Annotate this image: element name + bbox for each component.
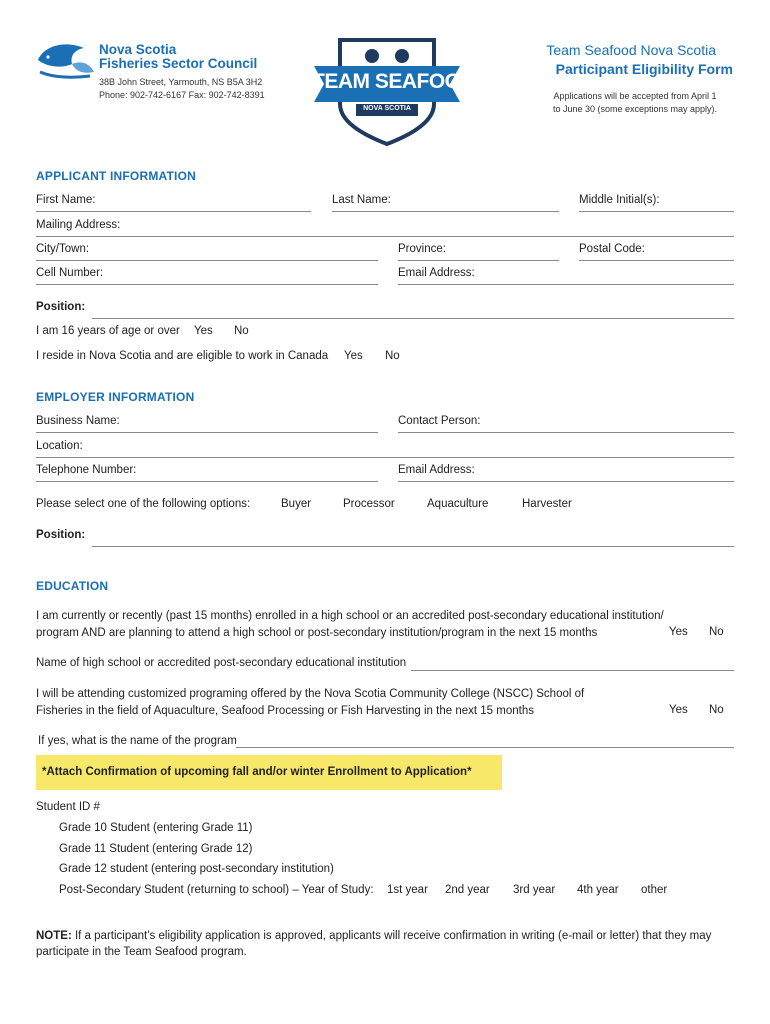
telephone-field[interactable] — [36, 481, 378, 482]
attach-confirmation-note: *Attach Confirmation of upcoming fall and/or winter Enrollment to Application* — [42, 766, 472, 778]
residency-yes-option[interactable]: Yes — [344, 350, 363, 362]
option-harvester[interactable]: Harvester — [522, 498, 572, 510]
contact-person-label: Contact Person: — [398, 415, 481, 427]
contact-person-field[interactable] — [398, 432, 734, 433]
enrolled-no-option[interactable]: No — [709, 626, 724, 638]
option-buyer[interactable]: Buyer — [281, 498, 312, 510]
grade-11-option[interactable]: Grade 11 Student (entering Grade 12) — [59, 843, 253, 855]
postal-code-field[interactable] — [579, 260, 734, 261]
last-name-field[interactable] — [332, 211, 559, 212]
team-seafood-badge — [312, 26, 476, 148]
business-name-label: Business Name: — [36, 415, 120, 427]
employer-section-heading: EMPLOYER INFORMATION — [36, 390, 195, 404]
school-name-label: Name of high school or accredited post-secondary educational institution — [36, 657, 407, 669]
applicant-email-label: Email Address: — [398, 267, 475, 279]
grade-10-option[interactable]: Grade 10 Student (entering Grade 11) — [59, 822, 253, 834]
grade-12-option[interactable]: Grade 12 student (entering post-secondary institution) — [59, 863, 334, 875]
program-name-field[interactable] — [236, 747, 734, 748]
employer-email-label: Email Address: — [398, 464, 475, 476]
enrolled-yes-option[interactable]: Yes — [669, 626, 688, 638]
org-name-line2: Fisheries Sector Council — [99, 56, 258, 71]
location-label: Location: — [36, 440, 83, 452]
postal-code-label: Postal Code: — [579, 243, 645, 255]
note-label: NOTE: — [36, 930, 72, 942]
first-name-label: First Name: — [36, 194, 96, 206]
residency-question: I reside in Nova Scotia and are eligible to work in Canada — [36, 350, 329, 362]
year-other-option[interactable]: other — [641, 884, 668, 896]
business-name-field[interactable] — [36, 432, 378, 433]
cell-number-field[interactable] — [36, 284, 378, 285]
age-question: I am 16 years of age or over — [36, 325, 180, 337]
org-phone-fax: Phone: 902-742-6167 Fax: 902-742-8391 — [99, 90, 265, 100]
employer-type-label: Please select one of the following options: — [36, 498, 251, 510]
applications-note-line1: Applications will be accepted from April 1 — [553, 91, 717, 101]
employer-email-field[interactable] — [398, 481, 734, 482]
employer-position-label: Position: — [36, 529, 86, 541]
last-name-label: Last Name: — [332, 194, 391, 206]
first-name-field[interactable] — [36, 211, 311, 212]
mailing-address-field[interactable] — [36, 236, 734, 237]
city-field[interactable] — [36, 260, 378, 261]
applicant-email-field[interactable] — [398, 284, 734, 285]
school-name-field[interactable] — [411, 670, 734, 671]
org-logo — [34, 38, 96, 82]
enrolled-question-line2: program AND are planning to attend a high school or post-secondary institution/program in the next 15 months — [36, 627, 598, 639]
option-processor[interactable]: Processor — [343, 498, 395, 510]
badge-main-text: TEAM SEAFOOD — [312, 70, 476, 93]
nscc-question-line2: Fisheries in the field of Aquaculture, Seafood Processing or Fish Harvesting in the next 15 months — [36, 705, 534, 717]
program-name-label: If yes, what is the name of the program — [38, 735, 237, 747]
residency-no-option[interactable]: No — [385, 350, 400, 362]
note-text-line1: If a participant’s eligibility application is approved, applicants will receive confirmation in writing (e-mail or letter) that they may — [71, 930, 712, 942]
badge-sub-text: NOVA SCOTIA — [363, 105, 411, 112]
form-title: Team Seafood Nova Scotia — [546, 42, 716, 58]
cell-number-label: Cell Number: — [36, 267, 104, 279]
nscc-yes-option[interactable]: Yes — [669, 704, 688, 716]
crab-icon — [365, 49, 379, 63]
fish-icon — [395, 49, 409, 63]
applicant-position-field[interactable] — [92, 318, 734, 319]
applicant-position-label: Position: — [36, 301, 86, 313]
form-subtitle: Participant Eligibility Form — [555, 61, 733, 77]
org-name-line1: Nova Scotia — [99, 42, 177, 57]
applicant-section-heading: APPLICANT INFORMATION — [36, 169, 196, 183]
telephone-label: Telephone Number: — [36, 464, 137, 476]
year-3-option[interactable]: 3rd year — [513, 884, 556, 896]
employer-position-field[interactable] — [92, 546, 734, 547]
mailing-address-label: Mailing Address: — [36, 219, 121, 231]
middle-initial-label: Middle Initial(s): — [579, 194, 660, 206]
applications-note-line2: to June 30 (some exceptions may apply). — [552, 104, 718, 114]
age-yes-option[interactable]: Yes — [194, 325, 213, 337]
year-1-option[interactable]: 1st year — [387, 884, 428, 896]
option-aquaculture[interactable]: Aquaculture — [427, 498, 489, 510]
fish-logo-icon — [34, 38, 96, 82]
province-field[interactable] — [398, 260, 559, 261]
year-2-option[interactable]: 2nd year — [445, 884, 490, 896]
org-address: 38B John Street, Yarmouth, NS B5A 3H2 — [99, 77, 263, 87]
student-id-label: Student ID # — [36, 801, 100, 813]
location-field[interactable] — [36, 457, 734, 458]
post-secondary-option[interactable]: Post-Secondary Student (returning to school) – Year of Study: — [59, 884, 374, 896]
note-text-line2: participate in the Team Seafood program. — [36, 946, 247, 958]
nscc-no-option[interactable]: No — [709, 704, 724, 716]
enrolled-question-line1: I am currently or recently (past 15 months) enrolled in a high school or an accredited post-secondary educational institution/ — [36, 610, 664, 622]
city-label: City/Town: — [36, 243, 90, 255]
year-4-option[interactable]: 4th year — [577, 884, 619, 896]
education-section-heading: EDUCATION — [36, 579, 109, 593]
province-label: Province: — [398, 243, 446, 255]
middle-initial-field[interactable] — [579, 211, 734, 212]
nscc-question-line1: I will be attending customized programing offered by the Nova Scotia Community College (NSCC) School of — [36, 688, 585, 700]
note-line1 — [36, 928, 711, 945]
age-no-option[interactable]: No — [234, 325, 249, 337]
